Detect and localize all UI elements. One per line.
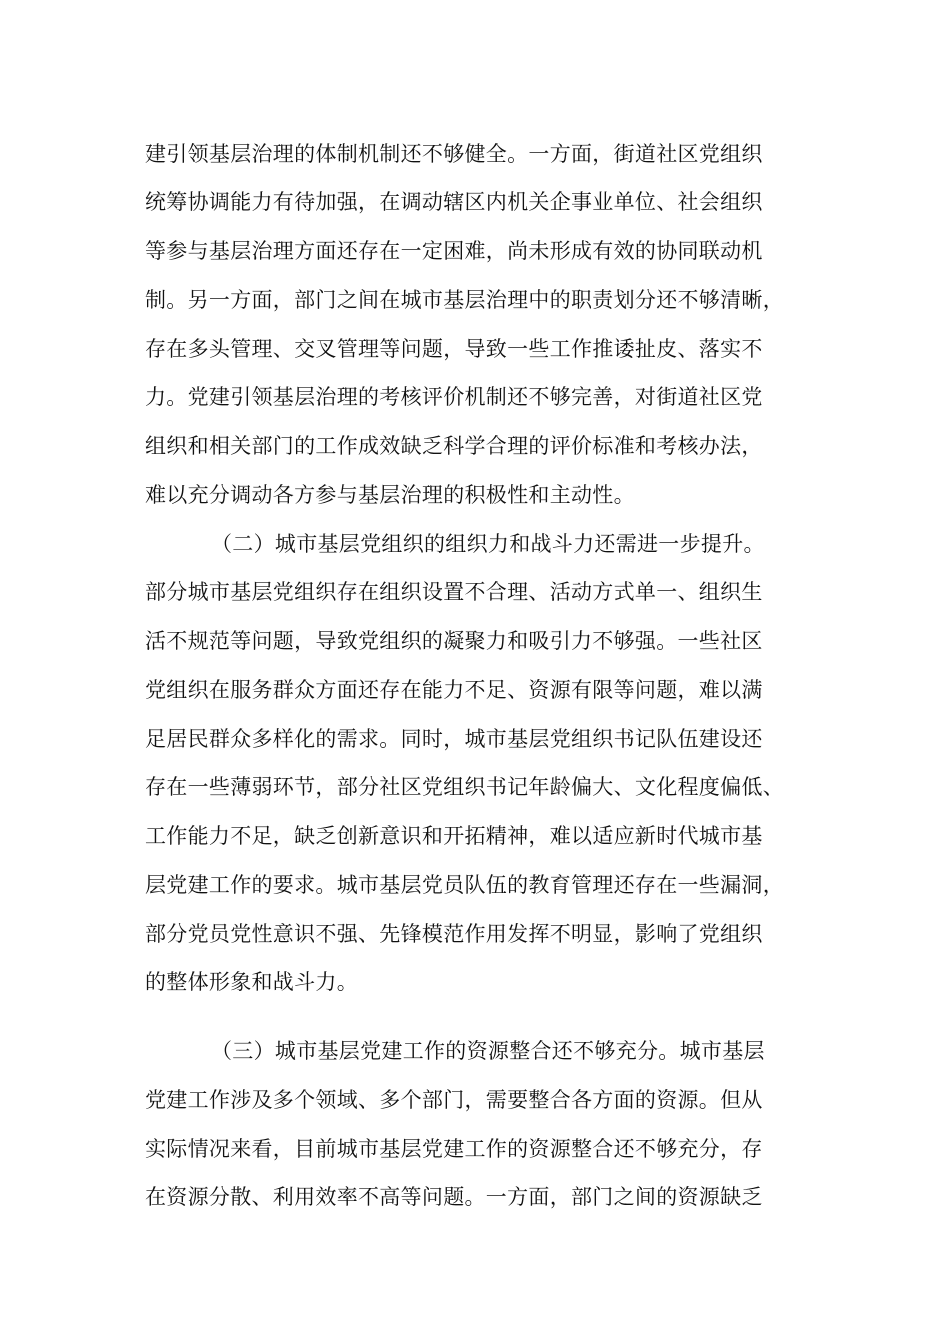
text-line: 组织和相关部门的工作成效缺乏科学合理的评价标准和考核办法， [145,434,763,458]
text-line: 等参与基层治理方面还存在一定困难，尚未形成有效的协同联动机 [145,239,763,263]
text-line: 存在多头管理、交叉管理等问题，导致一些工作推诿扯皮、落实不 [145,337,763,361]
section-heading-2: （二）城市基层党组织的组织力和战斗力还需进一步提升。 [211,532,765,556]
text-line: 党组织在服务群众方面还存在能力不足、资源有限等问题，难以满 [145,678,763,702]
text-line: 的整体形象和战斗力。 [145,970,358,994]
text-line: 活不规范等问题，导致党组织的凝聚力和吸引力不够强。一些社区 [145,629,763,653]
text-line: 实际情况来看，目前城市基层党建工作的资源整合还不够充分，存 [145,1137,763,1161]
text-line: 建引领基层治理的体制机制还不够健全。一方面，街道社区党组织 [145,142,763,166]
text-line: 部分城市基层党组织存在组织设置不合理、活动方式单一、组织生 [145,580,763,604]
text-line: 力。党建引领基层治理的考核评价机制还不够完善，对街道社区党 [145,385,763,409]
text-line: 足居民群众多样化的需求。同时，城市基层党组织书记队伍建设还 [145,727,763,751]
text-line: 制。另一方面，部门之间在城市基层治理中的职责划分还不够清晰， [145,288,784,312]
text-line: 层党建工作的要求。城市基层党员队伍的教育管理还存在一些漏洞， [145,873,784,897]
text-line: 在资源分散、利用效率不高等问题。一方面，部门之间的资源缺乏 [145,1185,763,1209]
section-heading-3: （三）城市基层党建工作的资源整合还不够充分。城市基层 [211,1039,765,1063]
text-line: 难以充分调动各方参与基层治理的积极性和主动性。 [145,483,635,507]
text-line: 统筹协调能力有待加强，在调动辖区内机关企事业单位、社会组织 [145,190,763,214]
text-line: 工作能力不足，缺乏创新意识和开拓精神，难以适应新时代城市基 [145,824,763,848]
text-line: 党建工作涉及多个领域、多个部门，需要整合各方面的资源。但从 [145,1088,763,1112]
text-line: 存在一些薄弱环节，部分社区党组织书记年龄偏大、文化程度偏低、 [145,775,784,799]
text-line: 部分党员党性意识不强、先锋模范作用发挥不明显，影响了党组织 [145,922,763,946]
